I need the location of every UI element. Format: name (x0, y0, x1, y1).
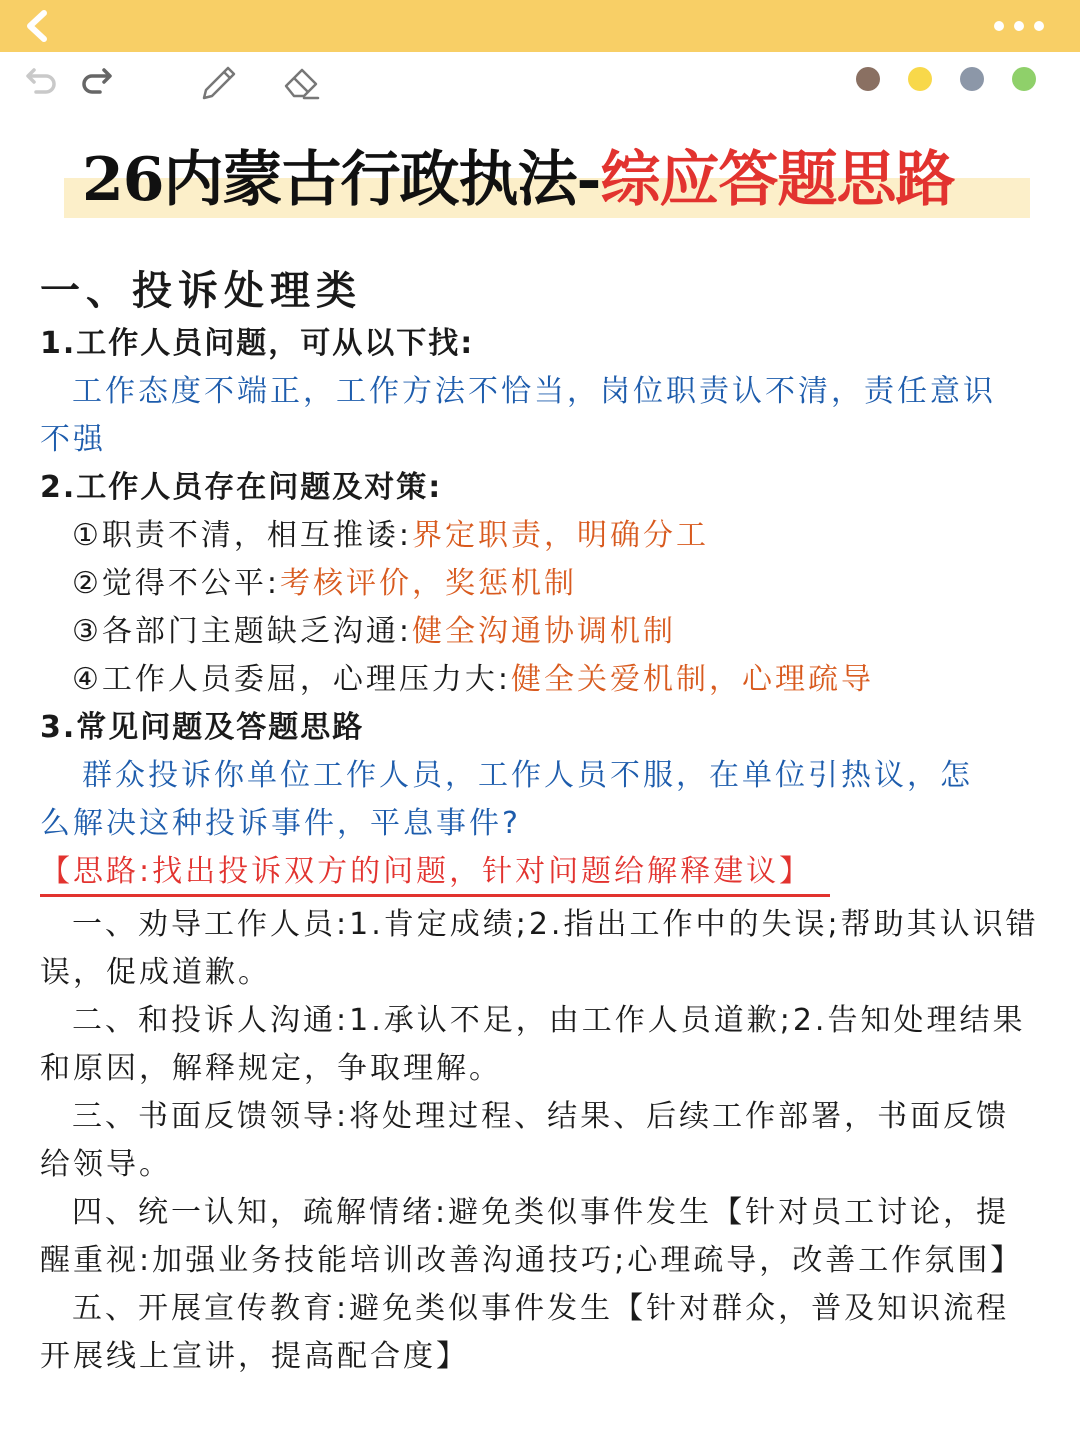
section-heading: 一、投诉处理类 (40, 267, 362, 314)
problem-text: ④工作人员委屈，心理压力大: (72, 662, 512, 697)
more-dot (1034, 21, 1044, 31)
pencil-icon (198, 62, 238, 102)
thinking-note: 【思路:找出投诉双方的问题，针对问题给解释建议】 (40, 850, 830, 897)
eraser-icon (282, 62, 322, 102)
q1-body-line1: 工作态度不端正，工作方法不恰当，岗位职责认不清，责任意识 (72, 374, 996, 409)
answer-step: 三、书面反馈领导:将处理过程、结果、后续工作部署，书面反馈给领导。 (40, 1099, 1010, 1182)
title-accent: 综应答题思路 (600, 145, 955, 215)
list-item (40, 656, 1040, 704)
answer-step: 五、开展宣传教育:避免类似事件发生【针对群众，普及知识流程开展线上宣讲，提高配合度】 (40, 1291, 1010, 1374)
list-item (40, 512, 1040, 560)
q3-question-line1: 群众投诉你单位工作人员，工作人员不服，在单位引热议，怎 (82, 758, 973, 793)
problem-text: ②觉得不公平: (72, 566, 281, 601)
chevron-left-icon (18, 8, 58, 44)
problem-text: ③各部门主题缺乏沟通: (72, 614, 413, 649)
top-bar (0, 0, 1080, 52)
solution-text: 界定职责，明确分工 (412, 518, 710, 553)
q2-heading: 2.工作人员存在问题及对策: (40, 470, 443, 505)
color-swatch-brown[interactable] (856, 67, 880, 91)
redo-icon (78, 62, 118, 98)
q1-heading: 1.工作人员问题，可从以下找: (40, 326, 475, 361)
undo-button[interactable] (22, 62, 62, 98)
redo-button[interactable] (78, 62, 118, 98)
more-dot (1014, 21, 1024, 31)
problem-text: ①职责不清，相互推诿: (72, 518, 413, 553)
q3-heading: 3.常见问题及答题思路 (40, 710, 365, 745)
article-body (40, 264, 1040, 1381)
color-swatch-yellow[interactable] (908, 67, 932, 91)
pencil-button[interactable] (198, 62, 238, 98)
more-button[interactable] (974, 14, 1044, 38)
eraser-button[interactable] (282, 62, 322, 98)
answer-step: 四、统一认知，疏解情绪:避免类似事件发生【针对员工讨论，提醒重视:加强业务技能培训改善沟通技巧;心理疏导，改善工作氛围】 (40, 1195, 1024, 1278)
color-swatch-green[interactable] (1012, 67, 1036, 91)
more-dot (994, 21, 1004, 31)
solution-text: 健全沟通协调机制 (412, 614, 677, 649)
answer-step: 二、和投诉人沟通:1.承认不足，由工作人员道歉;2.告知处理结果和原因，解释规定，争取理解。 (40, 1003, 1026, 1086)
color-swatch-gray[interactable] (960, 67, 984, 91)
solution-text: 健全关爱机制，心理疏导 (511, 662, 875, 697)
undo-icon (22, 62, 62, 98)
title-block (64, 138, 1032, 224)
solution-text: 考核评价，奖惩机制 (280, 566, 578, 601)
back-button[interactable] (18, 8, 58, 44)
q1-body-line2: 不强 (40, 422, 106, 457)
title-main: 26内蒙古行政执法- (82, 145, 601, 215)
answer-step: 一、劝导工作人员:1.肯定成绩;2.指出工作中的失误;帮助其认识错误，促成道歉。 (40, 907, 1039, 990)
page-title (82, 142, 954, 218)
q3-question-line2: 么解决这种投诉事件，平息事件? (40, 806, 521, 841)
list-item (40, 560, 1040, 608)
list-item (40, 608, 1040, 656)
